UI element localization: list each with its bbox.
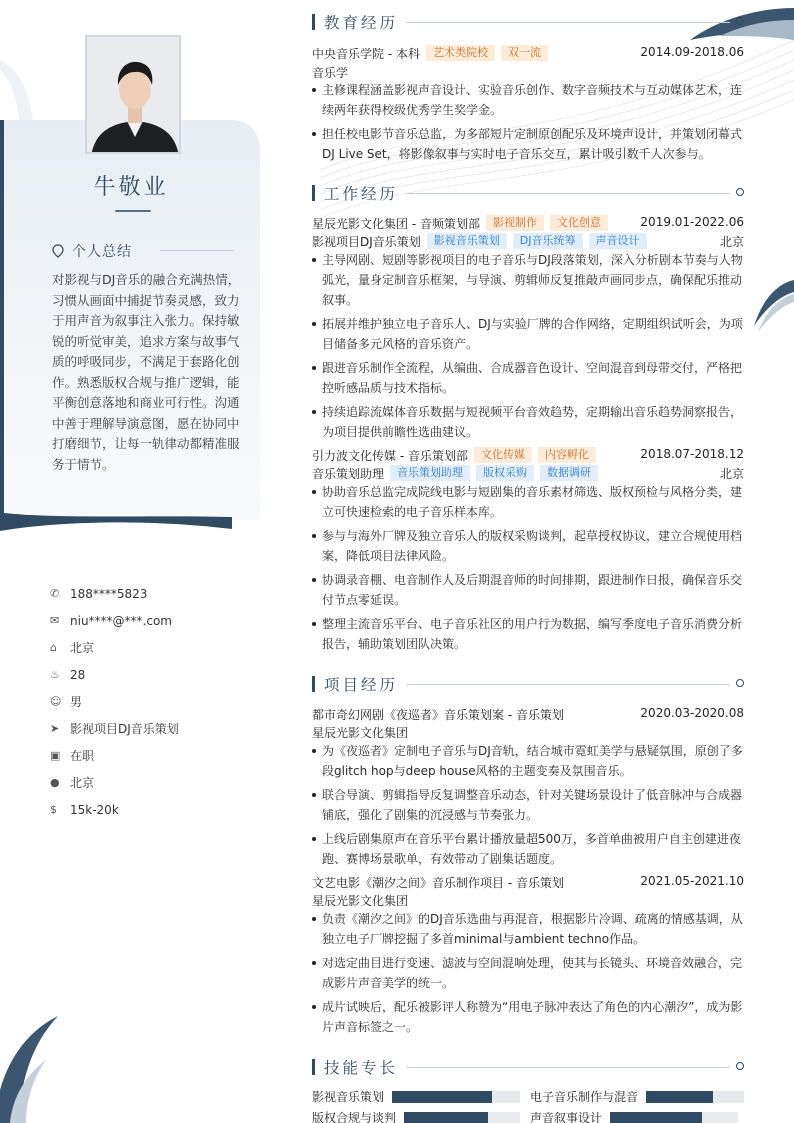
work-bullet: 持续追踪流媒体音乐数据与短视频平台音效趋势，定期输出音乐趋势洞察报告，为项目提供前瞻性选曲建议。 (312, 402, 744, 442)
left-sidebar (0, 0, 262, 1123)
work-bullet: 参与与海外厂牌及独立音乐人的版权采购谈判，起草授权协议，建立合规使用档案，降低项目法律风险。 (312, 526, 744, 566)
section-bar (312, 14, 315, 30)
section-dot-icon (736, 679, 744, 687)
project-bullet: 成片试映后，配乐被影评人称赞为“用电子脉冲表达了角色的内心潮汐”，成为影片声音标签之一。 (312, 997, 744, 1037)
work-period: 2018.07-2018.12 (640, 447, 744, 461)
phone-icon: ✆ (50, 587, 60, 600)
skill-fill (646, 1091, 713, 1103)
section-projects (312, 673, 744, 697)
skill-name: 声音叙事设计 (530, 1111, 603, 1123)
section-title: 工作经历 (324, 185, 399, 203)
work-bullet: 协调录音棚、电音制作人及后期混音师的时间排期，跟进制作日报，确保音乐交付节点零延误。 (312, 570, 744, 610)
work-bullet: 跟进音乐制作全流程，从编曲、合成器音色设计、空间混音到母带交付，严格把控听感品质与技术指标。 (312, 358, 744, 398)
skill-item (530, 1090, 744, 1104)
project-name: 都市奇幻网剧《夜巡者》音乐策划案 - 音乐策划 (312, 708, 564, 722)
work-city: 北京 (719, 235, 744, 249)
role-tag: 音乐策划助理 (390, 465, 470, 481)
location-icon: ● (50, 776, 60, 789)
work-role-row (312, 233, 744, 251)
work-bullet: 主导网剧、短剧等影视项目的电子音乐与DJ段落策划，深入分析剧本节奏与人物弧光，量身定制音乐框架，与导演、剪辑师反复推敲声画同步点，确保配乐推动叙事。 (312, 250, 744, 310)
work-bullet: 整理主流音乐平台、电子音乐社区的用户行为数据，编写季度电子音乐消费分析报告，辅助策划团队决策。 (312, 614, 744, 654)
skill-item (530, 1111, 744, 1123)
edu-major: 音乐学 (312, 66, 349, 80)
project-bullet: 上线后剧集原声在音乐平台累计播放量超500万，多首单曲被用户自主创建进夜跑、赛博场景歌单，有效带动了剧集话题度。 (312, 829, 744, 869)
work-period: 2019.01-2022.06 (640, 215, 744, 229)
project-bullet: 联合导演、剪辑指导反复调整音乐动态，针对关键场景设计了低音脉冲与合成器铺底，强化了剧集的沉浸感与节奏张力。 (312, 785, 744, 825)
gender-icon: ☺ (50, 695, 62, 708)
work-bullet: 协助音乐总监完成院线电影与短剧集的音乐素材筛选、版权预检与风格分类，建立可快速检索的电子音乐样本库。 (312, 482, 744, 522)
project-period: 2021.05-2021.10 (640, 874, 744, 888)
project-header (312, 706, 744, 724)
summary-text: 对影视与DJ音乐的融合充满热情，习惯从画面中捕捉节奏灵感，致力于用声音为叙事注入张力。保持敏锐的听觉审美，追求方案与故事气质的呼吸同步，不满足于套路化创作。熟悉版权合规与推广逻辑，能平衡创意落地和商业可行性。沟通中善于理解导演意图，愿在协同中打磨细节，让每一轨律动都精准服务于情节。 (52, 272, 241, 472)
edu-tag: 双一流 (501, 45, 548, 61)
contact-phone: ✆ 188****5823 (50, 586, 148, 601)
project-bullet: 负责《潮汐之间》的DJ音乐选曲与再混音，根据影片冷调、疏离的情感基调，从独立电子厂牌挖掘了多首minimal与ambient techno作品。 (312, 909, 744, 949)
skill-name: 电子音乐制作与混音 (530, 1090, 639, 1104)
section-education (312, 11, 744, 35)
skill-name: 版权合规与谈判 (312, 1111, 397, 1123)
role-tag: 声音设计 (589, 233, 647, 249)
edu-school: 中央音乐学院 - 本科 (312, 47, 420, 61)
section-skills (312, 1056, 744, 1080)
skill-track (404, 1112, 520, 1123)
profile-card-bottom-wave (0, 505, 232, 535)
salary-icon: $ (50, 803, 57, 816)
mail-icon: ✉ (50, 614, 60, 627)
section-bar (312, 676, 315, 692)
send-icon: ➤ (50, 722, 60, 735)
project-org: 星辰光影文化集团 (312, 894, 409, 908)
briefcase-icon: ▣ (50, 749, 61, 762)
edu-tag: 艺术类院校 (426, 45, 495, 61)
project-period: 2020.03-2020.08 (640, 706, 744, 720)
role-tag: 数据调研 (540, 465, 598, 481)
role-tag: 影视音乐策划 (427, 233, 507, 249)
edu-bullet: 担任校电影节音乐总监，为多部短片定制原创配乐及环境声设计，并策划闭幕式DJ Live Set，将影像叙事与实时电子音乐交互，累计吸引数千人次参与。 (312, 124, 744, 164)
skill-track (392, 1091, 520, 1103)
role-tag: DJ音乐统筹 (513, 233, 583, 249)
project-org-row (312, 892, 744, 910)
work-bullet: 拓展并维护独立电子音乐人、DJ与实验厂牌的合作网络，定期组织试听会，为项目储备多元风格的音乐资产。 (312, 314, 744, 354)
work-role: 音乐策划助理 (312, 467, 385, 481)
contact-gender: ☺ 男 (50, 695, 83, 709)
work-role-row (312, 465, 744, 483)
skill-fill (610, 1112, 702, 1123)
section-work (312, 182, 744, 206)
section-bar (312, 1059, 315, 1075)
summary-heading (52, 241, 242, 261)
work-tag: 影视制作 (486, 215, 544, 231)
project-bullet: 为《夜巡者》定制电子音乐与DJ音轨，结合城市霓虹美学与悬疑氛围，原创了多段glitch hop与deep house风格的主题变奏及氛围音乐。 (312, 741, 744, 781)
section-title: 项目经历 (324, 676, 399, 694)
section-divider (406, 193, 730, 194)
contact-status: ▣ 在职 (50, 749, 95, 763)
cake-icon: ♨ (50, 668, 60, 681)
section-dot-icon (736, 1062, 744, 1070)
skill-name: 影视音乐策划 (312, 1090, 385, 1104)
work-header (312, 215, 744, 233)
avatar (85, 35, 181, 154)
work-role: 影视项目DJ音乐策划 (312, 235, 421, 249)
summary-divider (160, 250, 234, 251)
work-tag: 文化创意 (550, 215, 608, 231)
edu-header (312, 45, 744, 63)
section-divider (406, 684, 730, 685)
home-icon: ⌂ (50, 641, 57, 654)
decor-wave-right (754, 276, 794, 336)
work-tag: 文化传媒 (474, 447, 532, 463)
project-header (312, 874, 744, 892)
skill-item (312, 1111, 520, 1123)
contact-residence: ⌂ 北京 (50, 641, 95, 655)
section-dot-icon (736, 188, 744, 196)
contact-target-role: ➤ 影视项目DJ音乐策划 (50, 722, 179, 736)
contact-email: ✉ niu****@***.com (50, 613, 172, 628)
skill-fill (392, 1091, 492, 1103)
work-company: 引力波文化传媒 - 音乐策划部 (312, 449, 468, 463)
location-pin-icon (52, 244, 64, 258)
project-org: 星辰光影文化集团 (312, 726, 409, 740)
role-tag: 版权采购 (476, 465, 534, 481)
skill-fill (404, 1112, 488, 1123)
contact-age: ♨ 28 (50, 667, 86, 682)
name-underline (115, 210, 151, 212)
summary-title: 个人总结 (72, 244, 132, 260)
work-header (312, 447, 744, 465)
edu-bullet: 主修课程涵盖影视声音设计、实验音乐创作、数字音频技术与互动媒体艺术，连续两年获得校级优秀学生奖学金。 (312, 80, 744, 120)
section-bar (312, 185, 315, 201)
project-bullet: 对选定曲目进行变速、滤波与空间混响处理，使其与长镜头、环境音效融合，完成影片声音美学的统一。 (312, 953, 744, 993)
project-name: 文艺电影《潮汐之间》音乐制作项目 - 音乐策划 (312, 876, 564, 890)
contact-target-city: ● 北京 (50, 776, 95, 790)
work-company: 星辰光影文化集团 - 音频策划部 (312, 217, 480, 231)
skill-track (610, 1112, 738, 1123)
edu-period: 2014.09-2018.06 (640, 45, 744, 59)
section-title: 技能专长 (324, 1059, 399, 1077)
section-divider (406, 1067, 730, 1068)
work-tag: 内容孵化 (538, 447, 596, 463)
section-title: 教育经历 (324, 14, 399, 32)
section-divider (406, 22, 730, 23)
work-city: 北京 (719, 467, 744, 481)
skill-track (646, 1091, 744, 1103)
person-name: 牛敬业 (93, 175, 169, 200)
contact-list (50, 580, 250, 823)
project-org-row (312, 724, 744, 742)
section-dot-icon (736, 17, 744, 25)
skill-item (312, 1090, 520, 1104)
contact-salary: $ 15k-20k (50, 802, 119, 817)
